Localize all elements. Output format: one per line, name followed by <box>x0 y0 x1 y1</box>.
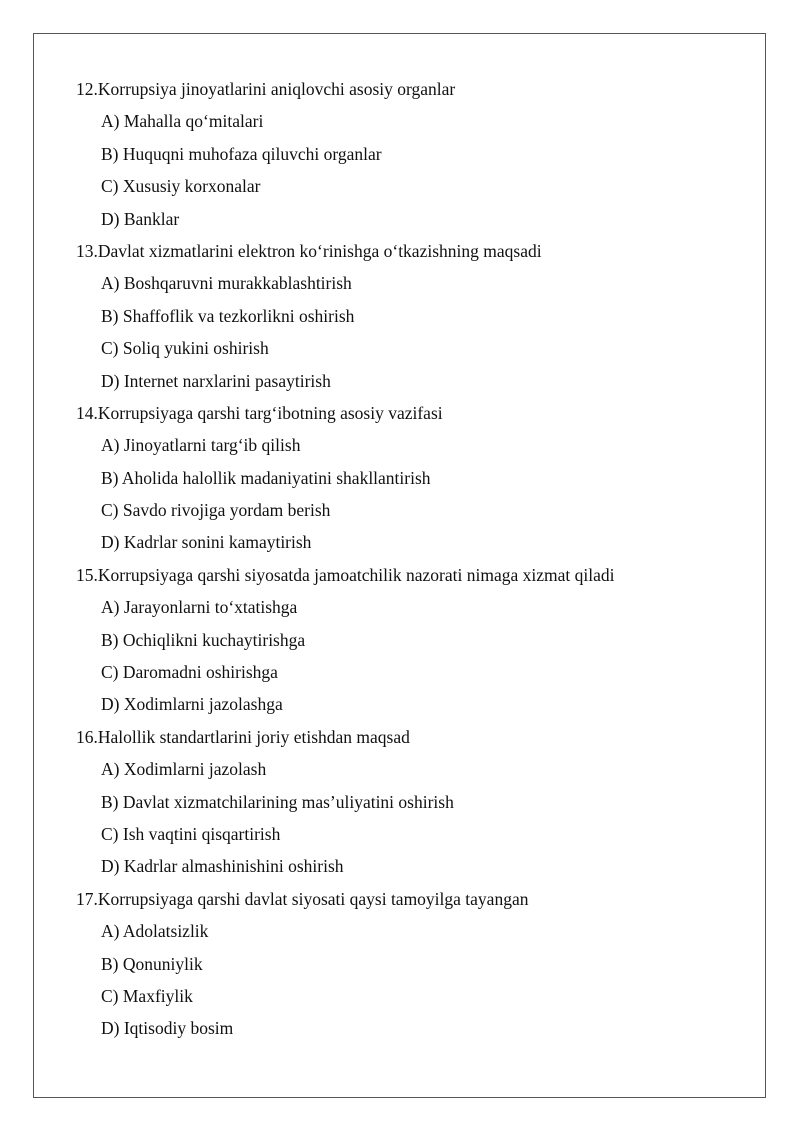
question-text: 14.Korrupsiyaga qarshi targ‘ibotning asosiy vazifasi <box>76 402 443 423</box>
option-c: C) Maxfiylik <box>101 985 193 1006</box>
option-a: A) Jarayonlarni to‘xtatishga <box>101 597 298 618</box>
option-c: C) Soliq yukini oshirish <box>101 338 269 359</box>
question-15 <box>76 559 756 721</box>
question-text: 12.Korrupsiya jinoyatlarini aniqlovchi asosiy organlar <box>76 79 456 99</box>
question-text: 16.Halollik standartlarini joriy etishdan maqsad <box>76 726 410 747</box>
question-text: 15.Korrupsiyaga qarshi siyosatda jamoatchilik nazorati nimaga xizmat qiladi <box>76 564 615 585</box>
question-16 <box>76 721 756 883</box>
option-b: B) Davlat xizmatchilarining mas’uliyatini oshirish <box>101 791 454 812</box>
option-c: C) Daromadni oshirishga <box>101 662 278 683</box>
question-14 <box>76 397 756 559</box>
question-text: 13.Davlat xizmatlarini elektron ko‘rinishga o‘tkazishning maqsadi <box>76 240 542 261</box>
option-d: D) Banklar <box>101 208 180 229</box>
option-d: D) Internet narxlarini pasaytirish <box>101 370 331 391</box>
option-d: D) Xodimlarni jazolashga <box>101 694 283 715</box>
option-d: D) Iqtisodiy bosim <box>101 1018 234 1039</box>
question-17 <box>76 883 756 1045</box>
question-text: 17.Korrupsiyaga qarshi davlat siyosati qaysi tamoyilga tayangan <box>76 888 529 909</box>
option-d: D) Kadrlar almashinishini oshirish <box>101 856 344 877</box>
option-b: B) Qonuniylik <box>101 953 203 974</box>
option-a: A) Mahalla qo‘mitalari <box>101 111 264 132</box>
option-d: D) Kadrlar sonini kamaytirish <box>101 532 312 553</box>
option-b: B) Aholida halollik madaniyatini shakllantirish <box>101 467 431 488</box>
option-a: A) Boshqaruvni murakkablashtirish <box>101 273 352 294</box>
option-b: B) Huquqni muhofaza qiluvchi organlar <box>101 143 382 164</box>
option-a: A) Adolatsizlik <box>101 921 209 942</box>
option-a: A) Jinoyatlarni targ‘ib qilish <box>101 435 301 456</box>
question-13 <box>76 235 756 397</box>
option-b: B) Shaffoflik va tezkorlikni oshirish <box>101 305 355 326</box>
option-c: C) Savdo rivojiga yordam berish <box>101 500 331 521</box>
question-list <box>76 73 756 1045</box>
option-a: A) Xodimlarni jazolash <box>101 759 267 780</box>
question-12 <box>76 73 756 235</box>
option-c: C) Xususiy korxonalar <box>101 176 261 197</box>
option-c: C) Ish vaqtini qisqartirish <box>101 823 281 844</box>
option-b: B) Ochiqlikni kuchaytirishga <box>101 629 306 650</box>
